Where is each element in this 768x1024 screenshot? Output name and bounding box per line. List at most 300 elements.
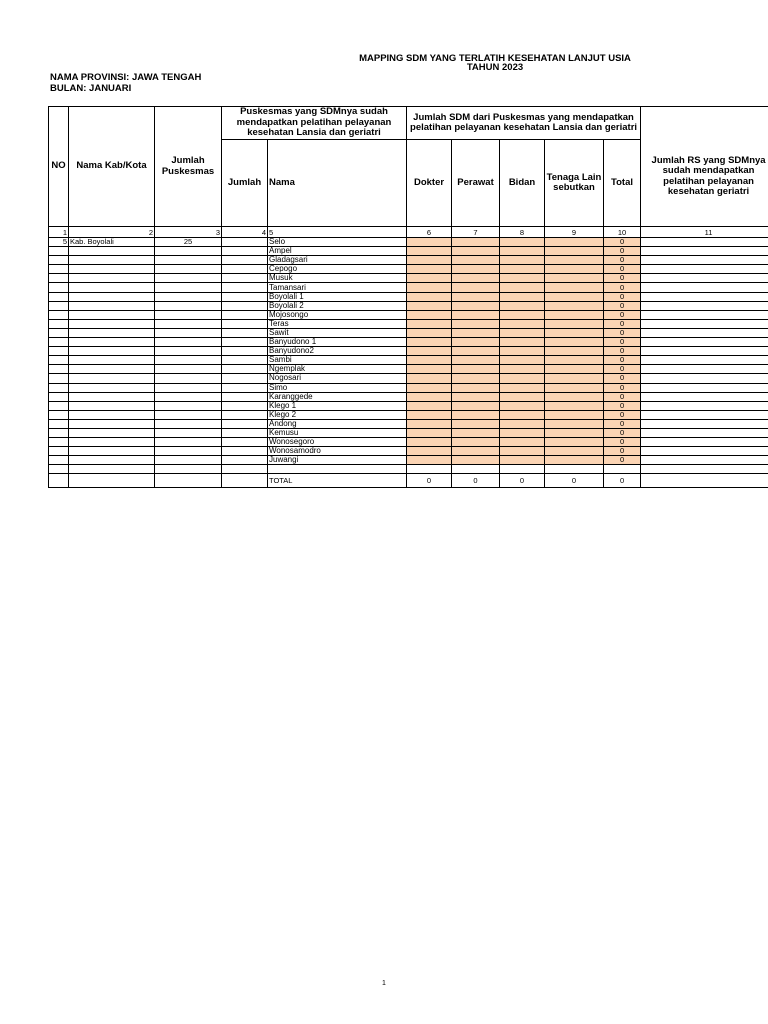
total-bidan: 0 [500, 474, 545, 488]
cell-jumlah [222, 392, 268, 401]
cell-total: 0 [604, 447, 641, 456]
cell-no [49, 292, 69, 301]
cell-jumlah [222, 374, 268, 383]
cell-empty [545, 465, 604, 474]
cell-jumlah-puskesmas [155, 301, 222, 310]
total-row [49, 474, 768, 488]
cell-bidan[interactable] [500, 292, 545, 301]
cell-total: 0 [604, 274, 641, 283]
cell-puskesmas-name: Klego 1 [268, 401, 407, 410]
total-label: TOTAL [268, 474, 407, 488]
cell-dokter[interactable] [407, 328, 452, 337]
cell-bidan[interactable] [500, 347, 545, 356]
total-perawat: 0 [452, 474, 500, 488]
table-row [49, 447, 768, 456]
cell-tenaga[interactable] [545, 247, 604, 256]
cell-bidan[interactable] [500, 392, 545, 401]
cell-perawat[interactable] [452, 338, 500, 347]
cell-bidan[interactable] [500, 419, 545, 428]
cell-empty [69, 465, 155, 474]
cell-jumlah-rs [641, 392, 768, 401]
cell-no [49, 401, 69, 410]
cell-dokter[interactable] [407, 265, 452, 274]
cell-dokter[interactable] [407, 274, 452, 283]
cell-perawat[interactable] [452, 347, 500, 356]
cell-dokter[interactable] [407, 383, 452, 392]
total-total: 0 [604, 474, 641, 488]
colnum-3: 3 [155, 227, 222, 238]
cell-tenaga[interactable] [545, 374, 604, 383]
cell-jumlah-puskesmas [155, 374, 222, 383]
cell-jumlah-puskesmas [155, 319, 222, 328]
cell-total: 0 [604, 383, 641, 392]
cell-jumlah [222, 447, 268, 456]
cell-no [49, 392, 69, 401]
cell-total: 0 [604, 247, 641, 256]
cell-puskesmas-name: Nogosari [268, 374, 407, 383]
cell-bidan[interactable] [500, 401, 545, 410]
cell-empty [452, 465, 500, 474]
cell-tenaga[interactable] [545, 383, 604, 392]
cell-jumlah-puskesmas [155, 328, 222, 337]
cell-bidan[interactable] [500, 447, 545, 456]
cell-no [49, 419, 69, 428]
cell-no [49, 319, 69, 328]
mapping-table [48, 106, 768, 488]
cell-perawat[interactable] [452, 428, 500, 437]
cell-kab-kota [69, 374, 155, 383]
header-kab-kota: Nama Kab/Kota [69, 107, 155, 227]
cell-kab-kota [69, 292, 155, 301]
cell-jumlah-puskesmas [155, 265, 222, 274]
cell-puskesmas-name: Simo [268, 383, 407, 392]
header-no: NO [49, 107, 69, 227]
cell-tenaga[interactable] [545, 256, 604, 265]
cell-tenaga[interactable] [545, 365, 604, 374]
cell-no [49, 265, 69, 274]
cell-jumlah-rs [641, 401, 768, 410]
cell-kab-kota [69, 310, 155, 319]
report-title-line2: TAHUN 2023 [466, 62, 524, 73]
cell-dokter[interactable] [407, 365, 452, 374]
cell-puskesmas-name: Sawit [268, 328, 407, 337]
cell-total: 0 [604, 365, 641, 374]
cell-dokter[interactable] [407, 247, 452, 256]
cell-empty [69, 474, 155, 488]
cell-jumlah [222, 265, 268, 274]
cell-kab-kota [69, 301, 155, 310]
cell-perawat[interactable] [452, 256, 500, 265]
cell-bidan[interactable] [500, 310, 545, 319]
table-row [49, 465, 768, 474]
cell-bidan[interactable] [500, 374, 545, 383]
cell-dokter[interactable] [407, 401, 452, 410]
cell-perawat[interactable] [452, 319, 500, 328]
cell-empty [604, 465, 641, 474]
cell-empty [222, 474, 268, 488]
cell-tenaga[interactable] [545, 428, 604, 437]
cell-puskesmas-name: Ampel [268, 247, 407, 256]
cell-kab-kota [69, 428, 155, 437]
cell-empty [155, 474, 222, 488]
cell-perawat[interactable] [452, 383, 500, 392]
cell-kab-kota [69, 256, 155, 265]
cell-perawat[interactable] [452, 283, 500, 292]
cell-bidan[interactable] [500, 274, 545, 283]
colnum-2: 2 [69, 227, 155, 238]
cell-jumlah-rs [641, 256, 768, 265]
cell-perawat[interactable] [452, 247, 500, 256]
cell-tenaga[interactable] [545, 328, 604, 337]
cell-jumlah-puskesmas [155, 310, 222, 319]
table-row [49, 283, 768, 292]
cell-tenaga[interactable] [545, 274, 604, 283]
cell-dokter[interactable] [407, 392, 452, 401]
cell-bidan[interactable] [500, 365, 545, 374]
total-tenaga: 0 [545, 474, 604, 488]
cell-tenaga[interactable] [545, 356, 604, 365]
cell-perawat[interactable] [452, 301, 500, 310]
header-jumlah-puskesmas: Jumlah Puskesmas [155, 107, 222, 227]
cell-dokter[interactable] [407, 310, 452, 319]
cell-no [49, 256, 69, 265]
cell-tenaga[interactable] [545, 238, 604, 247]
cell-perawat[interactable] [452, 456, 500, 465]
cell-tenaga[interactable] [545, 301, 604, 310]
cell-total: 0 [604, 356, 641, 365]
cell-bidan[interactable] [500, 338, 545, 347]
cell-perawat[interactable] [452, 310, 500, 319]
table-row [49, 301, 768, 310]
cell-jumlah-rs [641, 328, 768, 337]
cell-total: 0 [604, 310, 641, 319]
cell-dokter[interactable] [407, 447, 452, 456]
cell-jumlah [222, 410, 268, 419]
cell-kab-kota [69, 283, 155, 292]
cell-dokter[interactable] [407, 283, 452, 292]
cell-total: 0 [604, 392, 641, 401]
cell-tenaga[interactable] [545, 456, 604, 465]
cell-jumlah [222, 319, 268, 328]
cell-no [49, 274, 69, 283]
cell-perawat[interactable] [452, 438, 500, 447]
cell-kab-kota [69, 456, 155, 465]
cell-bidan[interactable] [500, 238, 545, 247]
cell-perawat[interactable] [452, 365, 500, 374]
cell-jumlah-rs [641, 383, 768, 392]
cell-no [49, 310, 69, 319]
cell-puskesmas-name: Wonosamodro [268, 447, 407, 456]
cell-dokter[interactable] [407, 356, 452, 365]
cell-jumlah-rs [641, 338, 768, 347]
cell-bidan[interactable] [500, 438, 545, 447]
cell-puskesmas-name: Boyolali 2 [268, 301, 407, 310]
cell-dokter[interactable] [407, 338, 452, 347]
cell-kab-kota [69, 356, 155, 365]
cell-jumlah-puskesmas [155, 456, 222, 465]
cell-puskesmas-name: Ngemplak [268, 365, 407, 374]
cell-jumlah [222, 347, 268, 356]
column-number-row [49, 227, 768, 238]
cell-puskesmas-name: Teras [268, 319, 407, 328]
header-jumlah: Jumlah [222, 140, 268, 227]
cell-jumlah [222, 238, 268, 247]
cell-empty [268, 465, 407, 474]
cell-total: 0 [604, 328, 641, 337]
cell-puskesmas-name: Selo [268, 238, 407, 247]
cell-dokter[interactable] [407, 256, 452, 265]
cell-total: 0 [604, 410, 641, 419]
report-title-line1: MAPPING SDM YANG TERLATIH KESEHATAN LANJUT USIA [359, 53, 631, 64]
table-row [49, 338, 768, 347]
cell-jumlah-rs [641, 265, 768, 274]
cell-total: 0 [604, 401, 641, 410]
cell-jumlah-rs [641, 347, 768, 356]
cell-total: 0 [604, 238, 641, 247]
cell-puskesmas-name: Andong [268, 419, 407, 428]
cell-perawat[interactable] [452, 274, 500, 283]
cell-jumlah-rs [641, 410, 768, 419]
cell-puskesmas-name: Cepogo [268, 265, 407, 274]
cell-tenaga[interactable] [545, 338, 604, 347]
cell-puskesmas-name: Kemusu [268, 428, 407, 437]
cell-bidan[interactable] [500, 428, 545, 437]
table-row [49, 274, 768, 283]
cell-empty [407, 465, 452, 474]
cell-perawat[interactable] [452, 374, 500, 383]
cell-total: 0 [604, 419, 641, 428]
cell-tenaga[interactable] [545, 410, 604, 419]
table-row [49, 401, 768, 410]
cell-bidan[interactable] [500, 265, 545, 274]
cell-puskesmas-name: Sambi [268, 356, 407, 365]
cell-jumlah-rs [641, 274, 768, 283]
cell-perawat[interactable] [452, 447, 500, 456]
cell-jumlah [222, 292, 268, 301]
cell-jumlah-rs [641, 301, 768, 310]
cell-jumlah [222, 438, 268, 447]
cell-no [49, 347, 69, 356]
cell-dokter[interactable] [407, 301, 452, 310]
cell-tenaga[interactable] [545, 292, 604, 301]
cell-bidan[interactable] [500, 356, 545, 365]
cell-jumlah-puskesmas [155, 392, 222, 401]
cell-jumlah-puskesmas [155, 356, 222, 365]
cell-jumlah [222, 247, 268, 256]
cell-kab-kota [69, 328, 155, 337]
cell-total: 0 [604, 347, 641, 356]
header-perawat: Perawat [452, 140, 500, 227]
cell-no [49, 247, 69, 256]
cell-tenaga[interactable] [545, 438, 604, 447]
cell-dokter[interactable] [407, 456, 452, 465]
cell-perawat[interactable] [452, 265, 500, 274]
cell-jumlah-rs [641, 419, 768, 428]
cell-no [49, 356, 69, 365]
cell-empty [641, 465, 768, 474]
cell-empty [155, 465, 222, 474]
cell-jumlah [222, 338, 268, 347]
cell-bidan[interactable] [500, 319, 545, 328]
cell-puskesmas-name: Banyudono2 [268, 347, 407, 356]
colnum-10: 10 [604, 227, 641, 238]
cell-kab-kota [69, 319, 155, 328]
cell-jumlah-puskesmas [155, 292, 222, 301]
cell-dokter[interactable] [407, 438, 452, 447]
cell-bidan[interactable] [500, 256, 545, 265]
cell-no [49, 410, 69, 419]
cell-total: 0 [604, 374, 641, 383]
table-row [49, 247, 768, 256]
cell-jumlah-rs [641, 319, 768, 328]
cell-dokter[interactable] [407, 292, 452, 301]
cell-jumlah-puskesmas [155, 365, 222, 374]
cell-dokter[interactable] [407, 410, 452, 419]
cell-tenaga[interactable] [545, 265, 604, 274]
table-row [49, 319, 768, 328]
cell-no: 5 [49, 238, 69, 247]
header-group-sdm: Jumlah SDM dari Puskesmas yang mendapatkan pelatihan pelayanan kesehatan Lansia dan geriatri [407, 107, 641, 140]
cell-total: 0 [604, 338, 641, 347]
cell-jumlah-puskesmas [155, 419, 222, 428]
table-row [49, 410, 768, 419]
cell-dokter[interactable] [407, 428, 452, 437]
cell-jumlah [222, 274, 268, 283]
cell-perawat[interactable] [452, 401, 500, 410]
cell-bidan[interactable] [500, 383, 545, 392]
cell-dokter[interactable] [407, 374, 452, 383]
cell-jumlah [222, 383, 268, 392]
cell-total: 0 [604, 256, 641, 265]
cell-total: 0 [604, 265, 641, 274]
cell-empty [500, 465, 545, 474]
cell-kab-kota [69, 365, 155, 374]
cell-kab-kota [69, 392, 155, 401]
cell-tenaga[interactable] [545, 401, 604, 410]
page-number: 1 [382, 980, 386, 987]
table-row [49, 392, 768, 401]
cell-dokter[interactable] [407, 419, 452, 428]
cell-tenaga[interactable] [545, 283, 604, 292]
cell-bidan[interactable] [500, 328, 545, 337]
cell-no [49, 447, 69, 456]
header-dokter: Dokter [407, 140, 452, 227]
cell-puskesmas-name: Wonosegoro [268, 438, 407, 447]
cell-kab-kota [69, 247, 155, 256]
cell-bidan[interactable] [500, 301, 545, 310]
cell-puskesmas-name: Boyolali 1 [268, 292, 407, 301]
cell-bidan[interactable] [500, 283, 545, 292]
cell-perawat[interactable] [452, 410, 500, 419]
cell-jumlah-rs [641, 438, 768, 447]
cell-kab-kota [69, 401, 155, 410]
cell-total: 0 [604, 438, 641, 447]
cell-jumlah [222, 310, 268, 319]
cell-no [49, 283, 69, 292]
cell-tenaga[interactable] [545, 419, 604, 428]
cell-tenaga[interactable] [545, 447, 604, 456]
cell-bidan[interactable] [500, 410, 545, 419]
table-row [49, 347, 768, 356]
cell-jumlah [222, 456, 268, 465]
table-row [49, 310, 768, 319]
cell-jumlah-rs [641, 447, 768, 456]
cell-tenaga[interactable] [545, 310, 604, 319]
header-jumlah-rs: Jumlah RS yang SDMnya sudah mendapatkan pelatihan pelayanan kesehatan geriatri [641, 107, 768, 227]
cell-puskesmas-name: Klego 2 [268, 410, 407, 419]
cell-jumlah [222, 401, 268, 410]
cell-kab-kota: Kab. Boyolali [69, 238, 155, 247]
colnum-6: 6 [407, 227, 452, 238]
cell-jumlah [222, 283, 268, 292]
cell-jumlah-puskesmas [155, 256, 222, 265]
cell-bidan[interactable] [500, 456, 545, 465]
cell-kab-kota [69, 419, 155, 428]
cell-jumlah [222, 365, 268, 374]
cell-kab-kota [69, 347, 155, 356]
cell-no [49, 328, 69, 337]
table-row [49, 238, 768, 247]
cell-perawat[interactable] [452, 328, 500, 337]
cell-perawat[interactable] [452, 238, 500, 247]
cell-perawat[interactable] [452, 356, 500, 365]
cell-jumlah [222, 419, 268, 428]
cell-jumlah-puskesmas [155, 247, 222, 256]
cell-jumlah-puskesmas [155, 447, 222, 456]
header-tenaga-lain: Tenaga Lain sebutkan [545, 140, 604, 227]
table-row [49, 456, 768, 465]
header-total: Total [604, 140, 641, 227]
cell-jumlah-puskesmas: 25 [155, 238, 222, 247]
table-row [49, 383, 768, 392]
cell-perawat[interactable] [452, 392, 500, 401]
cell-jumlah-rs [641, 247, 768, 256]
cell-jumlah [222, 428, 268, 437]
cell-kab-kota [69, 410, 155, 419]
cell-perawat[interactable] [452, 292, 500, 301]
cell-empty [49, 465, 69, 474]
cell-total: 0 [604, 283, 641, 292]
cell-jumlah-rs [641, 292, 768, 301]
cell-total: 0 [604, 301, 641, 310]
cell-no [49, 301, 69, 310]
cell-total: 0 [604, 292, 641, 301]
cell-jumlah-puskesmas [155, 338, 222, 347]
cell-jumlah-puskesmas [155, 383, 222, 392]
cell-jumlah-rs [641, 310, 768, 319]
cell-perawat[interactable] [452, 419, 500, 428]
cell-no [49, 438, 69, 447]
table-row [49, 419, 768, 428]
cell-bidan[interactable] [500, 247, 545, 256]
cell-dokter[interactable] [407, 347, 452, 356]
table-row [49, 356, 768, 365]
colnum-4: 4 [222, 227, 268, 238]
cell-no [49, 428, 69, 437]
colnum-7: 7 [452, 227, 500, 238]
cell-jumlah-rs [641, 428, 768, 437]
cell-dokter[interactable] [407, 319, 452, 328]
cell-dokter[interactable] [407, 238, 452, 247]
cell-puskesmas-name: Gladagsari [268, 256, 407, 265]
cell-tenaga[interactable] [545, 319, 604, 328]
cell-no [49, 456, 69, 465]
cell-tenaga[interactable] [545, 347, 604, 356]
table-row [49, 328, 768, 337]
cell-puskesmas-name: Mojosongo [268, 310, 407, 319]
header-nama: Nama [268, 140, 407, 227]
cell-tenaga[interactable] [545, 392, 604, 401]
